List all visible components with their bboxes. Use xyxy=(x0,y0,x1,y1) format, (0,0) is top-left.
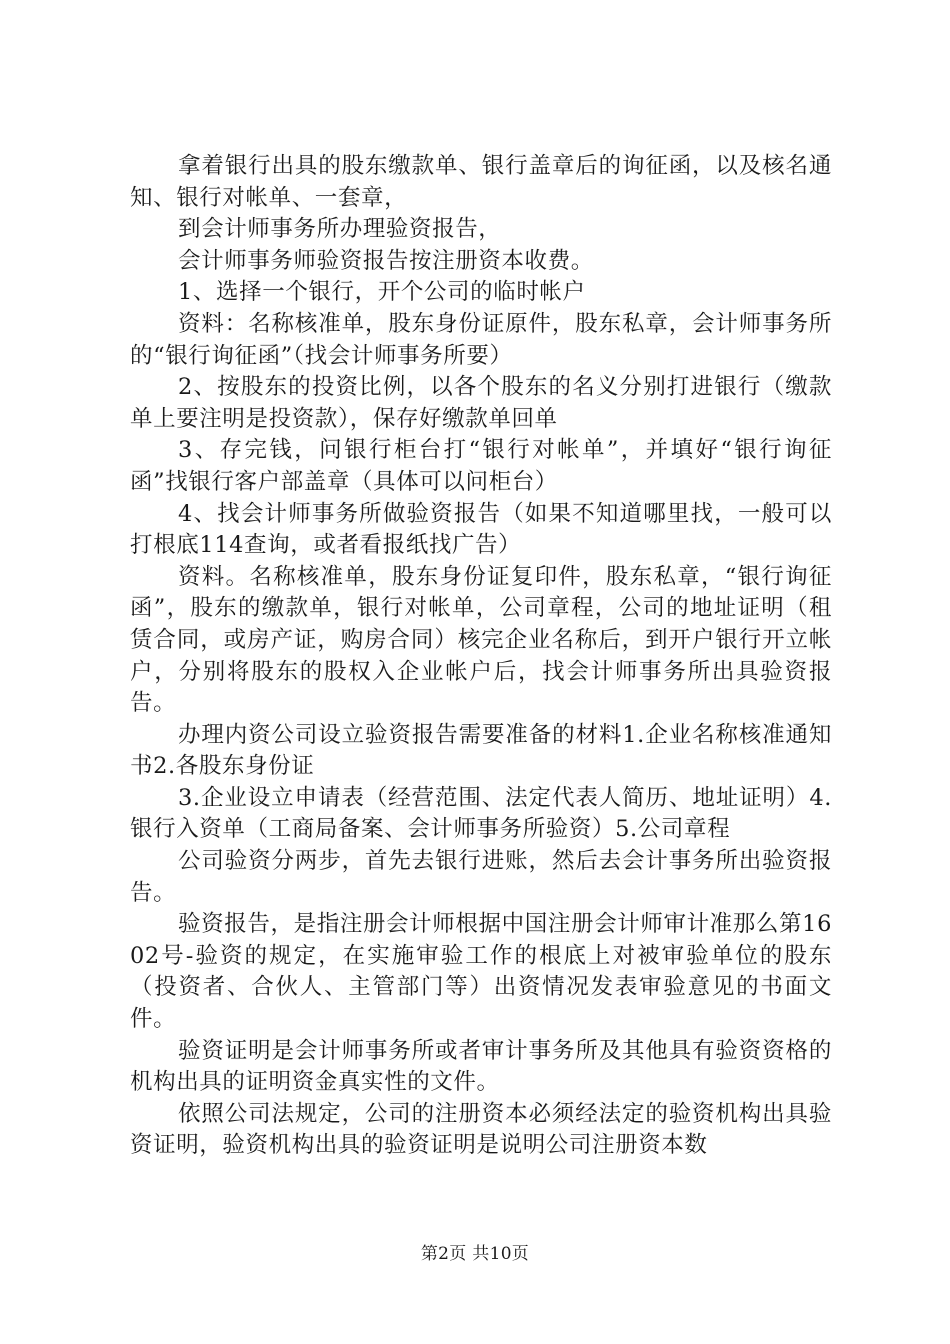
paragraph: 2、按股东的投资比例，以各个股东的名义分别打进银行（缴款单上要注明是投资款），保存好缴款单回单 xyxy=(130,374,832,432)
paragraph: 验资报告，是指注册会计师根据中国注册会计师审计准那么第1602号-验资的规定，在实施审验工作的根底上对被审验单位的股东（投资者、合伙人、主管部门等）出资情况发表审验意见的书面文件。 xyxy=(130,911,832,1033)
paragraph: 验资证明是会计师事务所或者审计事务所及其他具有验资资格的机构出具的证明资金真实性的文件。 xyxy=(130,1037,832,1096)
paragraph: 资料。名称核准单，股东身份证复印件，股东私章，“银行询征函”，股东的缴款单，银行对帐单，公司章程，公司的地址证明（租赁合同，或房产证，购房合同）核完企业名称后，到开户银行开立帐户，分别将股东的股权入企业帐户后，找会计师事务所出具验资报告。 xyxy=(130,563,832,717)
paragraph: 办理内资公司设立验资报告需要准备的材料1.企业名称核准通知书2.各股东身份证 xyxy=(130,721,832,780)
paragraph: 会计师事务师验资报告按注册资本收费。 xyxy=(178,247,594,274)
page-number-footer: 第2页 共10页 xyxy=(420,1244,530,1264)
paragraph: 资料：名称核准单，股东身份证原件，股东私章，会计师事务所的“银行询征函”（找会计师事务所要） xyxy=(130,310,832,369)
paragraph: 3.企业设立申请表（经营范围、法定代表人简历、地址证明）4.银行入资单（工商局备案、会计师事务所验资）5.公司章程 xyxy=(130,784,832,843)
paragraph: 到会计师事务所办理验资报告， xyxy=(178,216,502,243)
paragraph: 1、选择一个银行，开个公司的临时帐户 xyxy=(178,279,586,306)
paragraph: 拿着银行出具的股东缴款单、银行盖章后的询征函，以及核名通知、银行对帐单、一套章， xyxy=(130,153,832,211)
document-body xyxy=(130,151,832,1162)
paragraph: 4、找会计师事务所做验资报告（如果不知道哪里找，一般可以打根底114查询，或者看报纸找广告） xyxy=(130,500,832,559)
paragraph: 3、存完钱，问银行柜台打“银行对帐单”，并填好“银行询征函”找银行客户部盖章（具体可以问柜台） xyxy=(130,437,832,495)
paragraph: 依照公司法规定，公司的注册资本必须经法定的验资机构出具验资证明，验资机构出具的验资证明是说明公司注册资本数 xyxy=(130,1100,832,1159)
paragraph: 公司验资分两步，首先去银行进账，然后去会计事务所出验资报告。 xyxy=(130,848,832,906)
